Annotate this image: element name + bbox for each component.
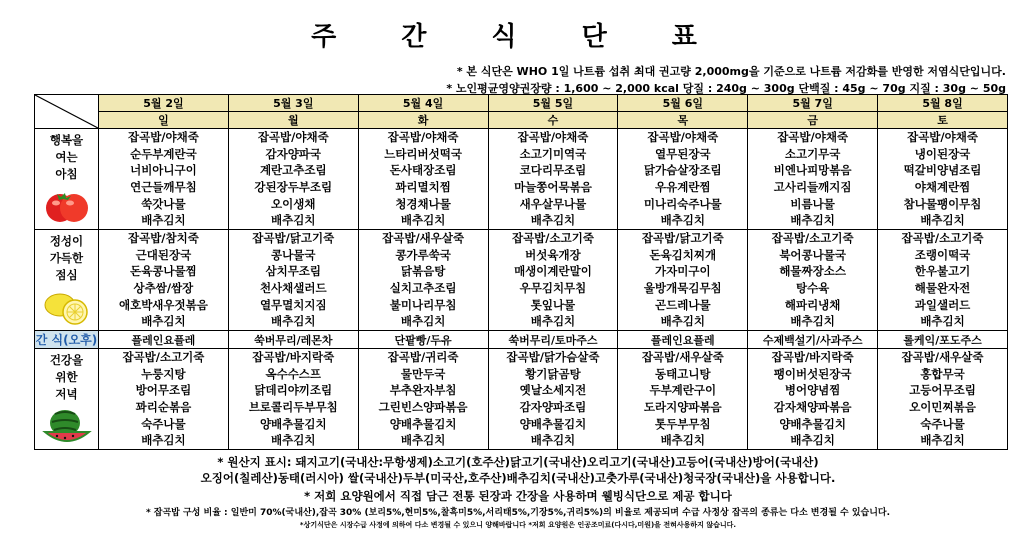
breakfast-day-cell bbox=[99, 129, 229, 230]
grain-note: * 잡곡밥 구성 비율 : 일반미 70%(국내산),잡곡 30% (보리5%,현미5%,찰흑미5%,서리태5%,기장5%,귀리5%)의 비율로 제공되며 수급 사정상 잡곡의 종류는 다소 변경될 수 있습니다. bbox=[145, 508, 891, 518]
corner-cell bbox=[35, 95, 99, 129]
dinner-day-cell bbox=[228, 349, 358, 450]
date-cell: 5월 2일 bbox=[99, 95, 229, 112]
menu-item: 고사리들깨지짐 bbox=[773, 180, 852, 194]
menu-item: 도라지양파볶음 bbox=[643, 400, 722, 414]
menu-item: 참나물팽이무침 bbox=[903, 196, 982, 211]
weekday-cell: 일 bbox=[99, 112, 229, 129]
tomato-icon bbox=[43, 186, 91, 226]
menu-item: 쑥갓나물 bbox=[141, 196, 186, 211]
menu-item: 배추김치 bbox=[141, 213, 186, 228]
menu-item: 배추김치 bbox=[790, 314, 835, 329]
menu-item: 실치고추조림 bbox=[389, 281, 457, 295]
lunch-day-cell bbox=[99, 230, 229, 331]
weekday-cell: 화 bbox=[358, 112, 488, 129]
menu-item: 해물완자전 bbox=[914, 281, 971, 295]
menu-item: 한우불고기 bbox=[914, 264, 971, 279]
dinner-day-cell bbox=[99, 349, 229, 450]
dinner-day-cell bbox=[488, 349, 618, 450]
menu-item: 톳잎나물 bbox=[530, 297, 576, 312]
breakfast-label-line: 행복을 bbox=[49, 133, 84, 147]
menu-item: 잡곡밥/닭고기죽 bbox=[641, 231, 724, 246]
breakfast-day-cell bbox=[748, 129, 878, 230]
menu-item: 잡곡밥/소고기죽 bbox=[901, 231, 984, 246]
snack-cell: 단팥빵/두유 bbox=[358, 331, 488, 349]
menu-item: 황기닭곰탕 bbox=[525, 366, 581, 381]
menu-item: 배추김치 bbox=[530, 433, 576, 448]
date-cell: 5월 8일 bbox=[878, 95, 1008, 112]
snack-cell: 쑥버무리/토마주스 bbox=[488, 331, 618, 349]
weekday-cell: 월 bbox=[228, 112, 358, 129]
menu-item: 삼치무조림 bbox=[265, 264, 322, 279]
menu-item: 숙주나물 bbox=[141, 416, 186, 431]
menu-item: 연근들깨무침 bbox=[130, 180, 197, 194]
menu-item: 과일샐러드 bbox=[914, 297, 971, 312]
menu-item: 톳두부무침 bbox=[655, 416, 711, 431]
date-cell: 5월 5일 bbox=[488, 95, 618, 112]
menu-item: 그린빈스양파볶음 bbox=[378, 400, 468, 414]
origin-line-2: 오징어(칠레산)동태(러시아) 쌀(국내산)두부(미국산,호주산)배추김치(국내산)고춧가루(국내산)청국장(국내산)을 사용합니다. bbox=[200, 471, 836, 485]
menu-item: 너비아니구이 bbox=[130, 163, 197, 178]
menu-item: 배추김치 bbox=[271, 213, 316, 228]
dinner-row bbox=[35, 349, 1008, 450]
menu-item: 동태고니탕 bbox=[655, 366, 711, 381]
menu-item: 상추쌈/쌈장 bbox=[133, 281, 194, 295]
menu-item: 청경채나물 bbox=[395, 196, 451, 211]
menu-item: 배추김치 bbox=[141, 433, 186, 448]
menu-item: 강된장두부조림 bbox=[254, 180, 333, 194]
origin-line-1: * 원산지 표시: 돼지고기(국내산:무항생제)소고기(호주산)닭고기(국내산)오리고기(국내산)고등어(국내산)방어(국내산) bbox=[217, 455, 819, 469]
date-row bbox=[35, 95, 1008, 112]
menu-item: 우유계란찜 bbox=[655, 180, 711, 194]
menu-item: 배추김치 bbox=[790, 433, 835, 448]
menu-item: 브로콜리두부무침 bbox=[248, 400, 338, 414]
dinner-label-line: 건강을 bbox=[49, 353, 84, 367]
menu-item: 누룽지탕 bbox=[141, 366, 186, 381]
menu-item: 조랭이떡국 bbox=[914, 247, 971, 262]
menu-item: 불미나리무침 bbox=[389, 297, 457, 312]
lunch-day-cell bbox=[228, 230, 358, 331]
snack-row bbox=[35, 331, 1008, 349]
menu-item: 양배추물김치 bbox=[259, 416, 327, 431]
menu-item: 버섯육개장 bbox=[525, 247, 581, 262]
menu-item: 우무김치무침 bbox=[519, 281, 587, 295]
menu-item: 배추김치 bbox=[660, 433, 706, 448]
menu-item: 배추김치 bbox=[271, 433, 316, 448]
menu-item: 북어콩나물국 bbox=[779, 247, 846, 262]
menu-table bbox=[34, 94, 1008, 450]
menu-item: 배추김치 bbox=[141, 314, 186, 329]
snack-cell: 수제백설기/사과주스 bbox=[748, 331, 878, 349]
menu-item: 양배추물김치 bbox=[779, 416, 846, 431]
menu-item: 방어무조림 bbox=[135, 383, 192, 398]
menu-item: 잡곡밥/새우살죽 bbox=[382, 231, 465, 246]
dinner-label-cell bbox=[35, 349, 99, 450]
menu-item: 돈육콩나물찜 bbox=[130, 264, 197, 279]
lunch-label-line: 가득한 bbox=[49, 251, 84, 265]
menu-item: 옥수수스프 bbox=[265, 366, 322, 381]
menu-item: 콩가루쑥국 bbox=[395, 247, 451, 262]
lemon-icon bbox=[42, 287, 92, 327]
menu-item: 천사채샐러드 bbox=[259, 281, 327, 295]
snack-cell: 롤케익/포도주스 bbox=[878, 331, 1008, 349]
menu-item: 열무된장국 bbox=[655, 146, 711, 161]
sodium-note: * 본 식단은 WHO 1일 나트륨 섭취 최대 권고량 2,000mg을 기준으로 나트륨 저감화를 반영한 저염식단입니다. bbox=[456, 65, 1006, 78]
menu-item: 느타리버섯떡국 bbox=[384, 146, 462, 161]
menu-item: 옛날소세지전 bbox=[519, 383, 587, 398]
menu-item: 숙주나물 bbox=[920, 416, 965, 431]
lunch-day-cell bbox=[748, 230, 878, 331]
weekday-cell: 금 bbox=[748, 112, 878, 129]
breakfast-day-cell bbox=[878, 129, 1008, 230]
menu-item: 잡곡밥/소고기죽 bbox=[122, 350, 205, 365]
menu-item: 닭데리야끼조림 bbox=[254, 383, 333, 398]
menu-item: 배추김치 bbox=[400, 213, 446, 228]
breakfast-day-cell bbox=[488, 129, 618, 230]
menu-item: 소고기미역국 bbox=[519, 146, 587, 161]
menu-item: 물만두국 bbox=[400, 366, 446, 381]
menu-item: 잡곡밥/바지락죽 bbox=[252, 350, 335, 365]
lunch-label-cell bbox=[35, 230, 99, 331]
menu-item: 계란고추조림 bbox=[259, 163, 327, 178]
menu-item: 양배추물김치 bbox=[389, 416, 457, 431]
menu-item: 배추김치 bbox=[530, 314, 576, 329]
menu-item: 야채계란찜 bbox=[914, 180, 971, 194]
diagonal-line bbox=[35, 95, 98, 128]
breakfast-label-cell bbox=[35, 129, 99, 230]
menu-item: 곤드레나물 bbox=[655, 297, 711, 312]
menu-item: 배추김치 bbox=[660, 314, 706, 329]
menu-item: 냉이된장국 bbox=[914, 146, 971, 161]
menu-item: 새우살무나물 bbox=[519, 196, 587, 211]
dinner-day-cell bbox=[618, 349, 748, 450]
menu-item: 부추완자부침 bbox=[389, 383, 457, 398]
nutrition-note: * 노인평균영양권장량 : 1,600 ~ 2,000 kcal 당질 : 240g ~ 300g 단백질 : 45g ~ 70g 지질 : 30g ~ 50g bbox=[446, 82, 1006, 95]
menu-item: 해파리냉채 bbox=[784, 297, 841, 312]
menu-item: 해물짜장소스 bbox=[779, 264, 846, 279]
breakfast-day-cell bbox=[618, 129, 748, 230]
menu-item: 팽이버섯된장국 bbox=[773, 366, 852, 381]
menu-item: 잡곡밥/야채죽 bbox=[127, 130, 199, 145]
menu-item: 잡곡밥/소고기죽 bbox=[511, 231, 594, 246]
menu-item: 가자미구이 bbox=[655, 264, 711, 279]
date-cell: 5월 6일 bbox=[618, 95, 748, 112]
menu-item: 홍합무국 bbox=[920, 366, 965, 381]
menu-item: 닭가슴살장조림 bbox=[643, 163, 722, 178]
menu-item: 탕수육 bbox=[795, 281, 830, 295]
menu-item: 떡갈비양념조림 bbox=[903, 163, 982, 178]
lunch-day-cell bbox=[618, 230, 748, 331]
menu-item: 감자채양파볶음 bbox=[773, 400, 852, 414]
menu-item: 병어양념찜 bbox=[784, 383, 841, 398]
menu-item: 돈사태장조림 bbox=[389, 163, 457, 178]
dinner-day-cell bbox=[748, 349, 878, 450]
menu-item: 코다리무조림 bbox=[519, 163, 587, 178]
breakfast-day-cell bbox=[228, 129, 358, 230]
menu-item: 잡곡밥/야채죽 bbox=[647, 130, 719, 145]
menu-item: 꽈리멸치찜 bbox=[395, 180, 451, 194]
menu-item: 고등어무조림 bbox=[909, 383, 976, 398]
page-title: 주 간 식 단 표 bbox=[311, 22, 725, 52]
menu-item: 돈육김치찌개 bbox=[649, 247, 717, 262]
weekday-cell: 수 bbox=[488, 112, 618, 129]
menu-item: 배추김치 bbox=[400, 433, 446, 448]
dinner-day-cell bbox=[878, 349, 1008, 450]
menu-item: 잡곡밥/야채죽 bbox=[777, 130, 849, 145]
menu-item: 소고기무국 bbox=[784, 146, 841, 161]
menu-item: 잡곡밥/귀리죽 bbox=[387, 350, 459, 365]
menu-item: 애호박새우젓볶음 bbox=[118, 297, 208, 312]
lunch-row bbox=[35, 230, 1008, 331]
weekday-row bbox=[35, 112, 1008, 129]
menu-item: 오이생채 bbox=[271, 196, 316, 211]
menu-item: 감자양파조림 bbox=[519, 400, 587, 414]
menu-item: 잡곡밥/야채죽 bbox=[517, 130, 589, 145]
menu-item: 배추김치 bbox=[271, 314, 316, 329]
lunch-label-line: 정성이 bbox=[49, 234, 84, 248]
menu-item: 배추김치 bbox=[790, 213, 835, 228]
snack-cell: 쑥버무리/레몬차 bbox=[228, 331, 358, 349]
menu-item: 잡곡밥/새우살죽 bbox=[641, 350, 724, 365]
menu-item: 감자양파국 bbox=[265, 146, 322, 161]
breakfast-day-cell bbox=[358, 129, 488, 230]
change-note: *상기식단은 시장수급 사정에 의하여 다소 변경될 수 있으니 양해바랍니다 *저희 요양원은 인공조미료(다시다,미원)을 전혀사용하지 않습니다. bbox=[299, 521, 737, 529]
menu-item: 비름나물 bbox=[790, 196, 835, 211]
menu-item: 울방개묵김무침 bbox=[643, 281, 722, 295]
menu-item: 잡곡밥/소고기죽 bbox=[771, 231, 854, 246]
watermelon-icon bbox=[41, 406, 93, 446]
date-cell: 5월 7일 bbox=[748, 95, 878, 112]
breakfast-label-line: 아침 bbox=[55, 167, 78, 181]
menu-item: 잡곡밥/야채죽 bbox=[257, 130, 329, 145]
menu-item: 잡곡밥/야채죽 bbox=[387, 130, 459, 145]
lunch-label-line: 점심 bbox=[55, 268, 78, 282]
menu-item: 양배추물김치 bbox=[519, 416, 587, 431]
weekday-cell: 목 bbox=[618, 112, 748, 129]
weekday-cell: 토 bbox=[878, 112, 1008, 129]
menu-item: 배추김치 bbox=[400, 314, 446, 329]
menu-item: 배추김치 bbox=[530, 213, 576, 228]
menu-item: 잡곡밥/닭고기죽 bbox=[252, 231, 335, 246]
menu-item: 배추김치 bbox=[920, 213, 965, 228]
breakfast-label-line: 여는 bbox=[55, 150, 78, 164]
menu-item: 배추김치 bbox=[660, 213, 706, 228]
snack-cell: 플레인요플레 bbox=[99, 331, 229, 349]
menu-item: 열무멸치지짐 bbox=[259, 297, 327, 312]
menu-item: 콩나물국 bbox=[271, 247, 316, 262]
menu-item: 오이민찌볶음 bbox=[909, 400, 976, 414]
sauce-note: * 저희 요양원에서 직접 담근 전통 된장과 간장을 사용하며 웰빙식단으로 제공 합니다 bbox=[304, 489, 732, 503]
lunch-day-cell bbox=[358, 230, 488, 331]
menu-item: 잡곡밥/참치죽 bbox=[127, 231, 199, 246]
menu-item: 잡곡밥/바지락죽 bbox=[771, 350, 854, 365]
breakfast-row bbox=[35, 129, 1008, 230]
menu-item: 잡곡밥/닭가슴살죽 bbox=[506, 350, 600, 365]
menu-item: 닭볶음탕 bbox=[400, 264, 446, 279]
snack-cell: 플레인요플레 bbox=[618, 331, 748, 349]
menu-item: 비엔나피망볶음 bbox=[773, 163, 852, 178]
lunch-day-cell bbox=[488, 230, 618, 331]
menu-item: 미나리숙주나물 bbox=[643, 196, 722, 211]
menu-item: 순두부계란국 bbox=[130, 146, 197, 161]
menu-item: 매생이계란말이 bbox=[514, 264, 592, 279]
menu-item: 배추김치 bbox=[920, 433, 965, 448]
menu-item: 잡곡밥/야채죽 bbox=[907, 130, 978, 145]
dinner-day-cell bbox=[358, 349, 488, 450]
dinner-label-line: 위한 bbox=[55, 370, 78, 384]
menu-item: 근대된장국 bbox=[135, 247, 192, 262]
menu-item: 꽈리순볶음 bbox=[135, 400, 192, 414]
snack-label-cell: 간 식(오후) bbox=[35, 331, 99, 349]
menu-item: 두부계란구이 bbox=[649, 383, 717, 398]
dinner-label-line: 저녁 bbox=[55, 387, 78, 401]
menu-item: 마늘쫑어묵볶음 bbox=[514, 180, 592, 194]
menu-item: 배추김치 bbox=[920, 314, 965, 329]
menu-item: 잡곡밥/새우살죽 bbox=[901, 350, 984, 365]
date-cell: 5월 4일 bbox=[358, 95, 488, 112]
lunch-day-cell bbox=[878, 230, 1008, 331]
date-cell: 5월 3일 bbox=[228, 95, 358, 112]
